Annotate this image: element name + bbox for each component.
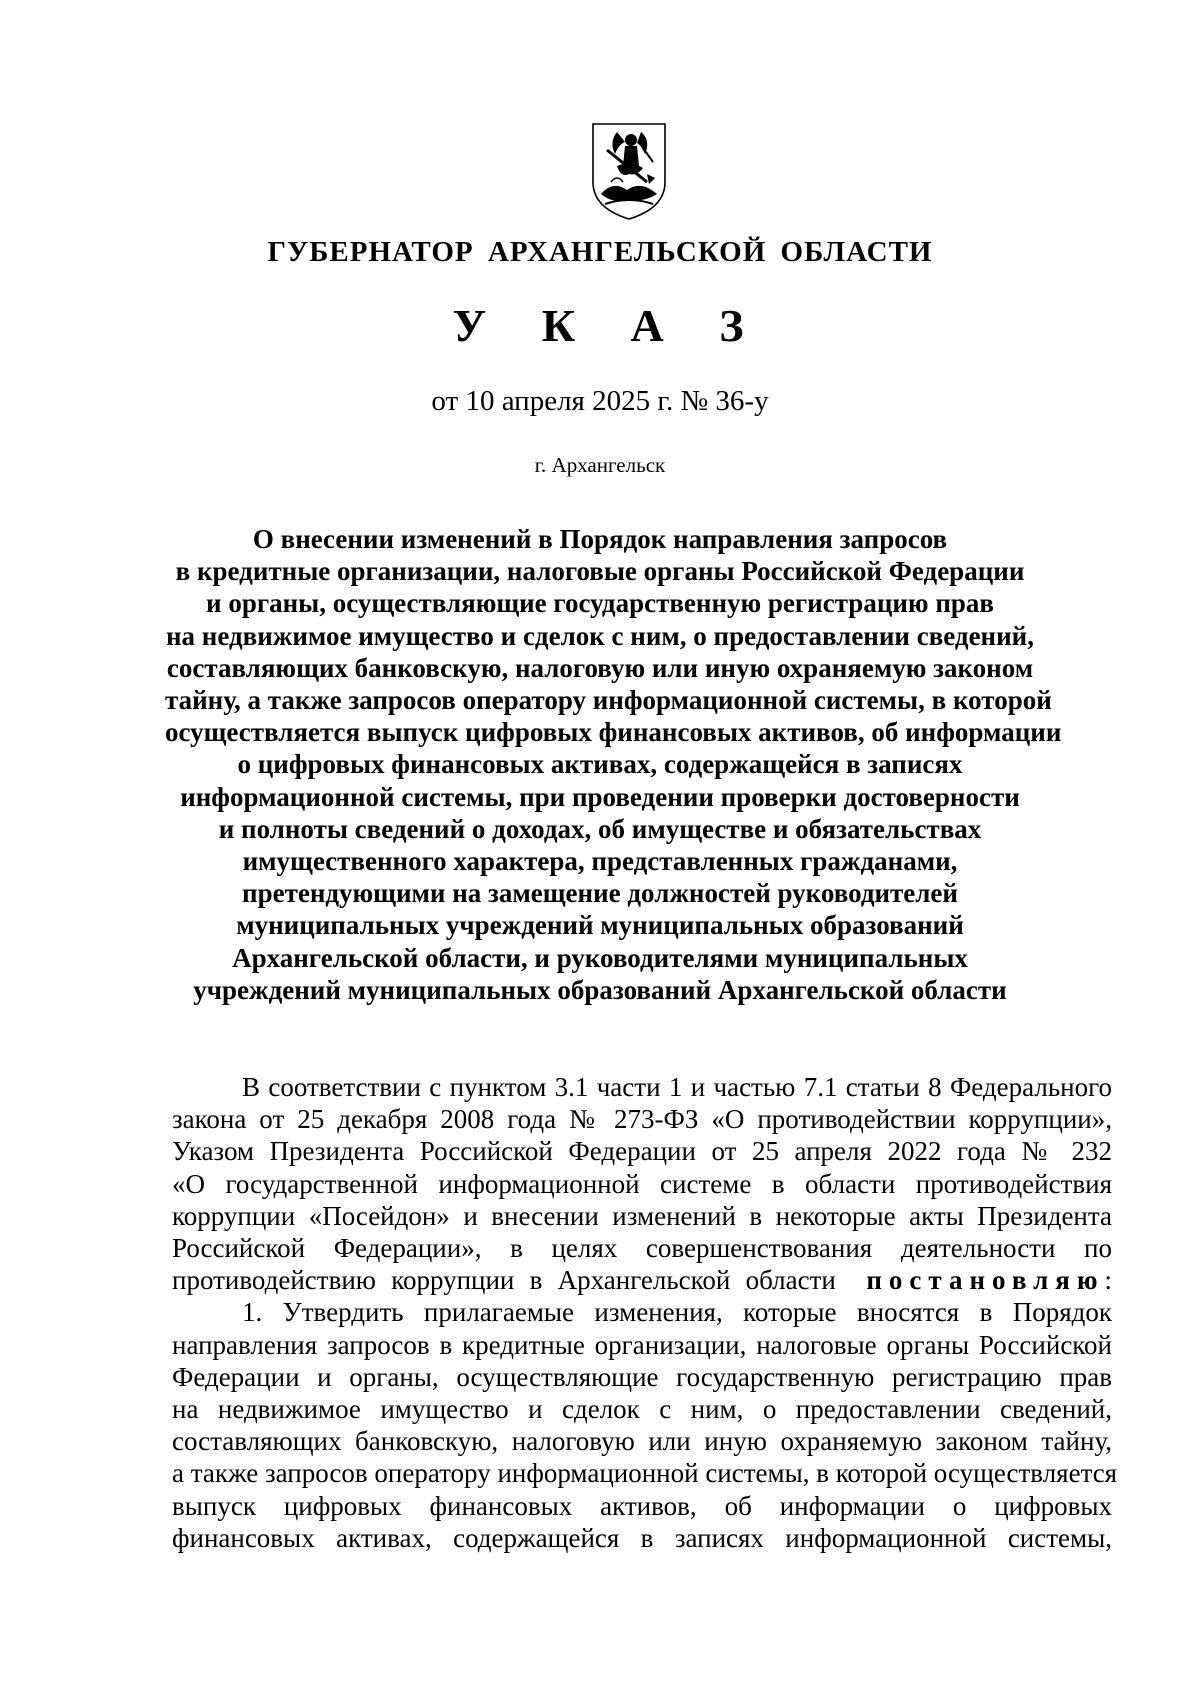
- subject-line: муниципальных учреждений муниципальных образований: [236, 910, 964, 941]
- subject-line: и полноты сведений о доходах, об имуществе и обязательствах: [218, 813, 982, 844]
- subject-line: имущественного характера, представленных гражданами,: [242, 846, 958, 877]
- subject-line: Архангельской области, и руководителями муниципальных: [232, 942, 968, 973]
- item-line: выпуск цифровых финансовых активов, об информации о цифровых: [172, 1490, 1112, 1521]
- resolve-line-text: противодействию коррупции в Архангельской области: [172, 1265, 836, 1296]
- item-line: направления запросов в кредитные организации, налоговые органы Российской: [172, 1329, 1112, 1360]
- subject-line: в кредитные организации, налоговые органы Российской Федерации: [175, 556, 1025, 587]
- issuing-authority: ГУБЕРНАТОР АРХАНГЕЛЬСКОЙ ОБЛАСТИ: [267, 236, 933, 268]
- body-line: «О государственной информационной системе в области противодействия: [172, 1168, 1112, 1199]
- decree-title: У К А З: [452, 300, 766, 351]
- subject-line: осуществляется выпуск цифровых финансовых активов, об информации: [165, 717, 1062, 748]
- body-line: коррупции «Посейдон» и внесении изменений в некоторые акты Президента: [172, 1200, 1112, 1231]
- body-line: В соответствии с пунктом 3.1 части 1 и частью 7.1 статьи 8 Федерального: [242, 1072, 1112, 1102]
- decree-body: [172, 1071, 1118, 1554]
- item-line: Федерации и органы, осуществляющие государственную регистрацию прав: [172, 1361, 1112, 1392]
- body-line: Российской Федерации», в целях совершенствования деятельности по: [172, 1233, 1112, 1264]
- item-line: 1. Утвердить прилагаемые изменения, которые вносятся в Порядок: [242, 1297, 1112, 1328]
- item-line: на недвижимое имущество и сделок с ним, о предоставлении сведений,: [172, 1394, 1112, 1425]
- body-line: закона от 25 декабря 2008 года № 273-ФЗ «О противодействии коррупции»,: [172, 1104, 1112, 1135]
- decree-subject: [165, 523, 1062, 1006]
- subject-line: информационной системы, при проведении проверки достоверности: [180, 781, 1020, 812]
- subject-line: О внесении изменений в Порядок направления запросов: [252, 524, 948, 554]
- item-line: а также запросов оператору информационной системы, в которой осуществляется: [172, 1458, 1118, 1489]
- subject-line: учреждений муниципальных образований Архангельской области: [193, 974, 1007, 1005]
- subject-line: и органы, осуществляющие государственную регистрацию прав: [206, 588, 994, 619]
- item-line: финансовых активах, содержащейся в записях информационной системы,: [172, 1522, 1112, 1553]
- item-line: составляющих банковскую, налоговую или иную охраняемую законом тайну,: [172, 1426, 1112, 1457]
- resolve-keyword: постановляю: [866, 1265, 1105, 1296]
- resolve-line: [172, 1264, 1112, 1296]
- resolve-suffix: :: [1104, 1265, 1112, 1296]
- decree-date-number: от 10 апреля 2025 г. № 36-у: [431, 385, 769, 417]
- coat-of-arms-icon: [587, 120, 671, 222]
- body-line: Указом Президента Российской Федерации от 25 апреля 2022 года № 232: [172, 1136, 1112, 1167]
- subject-line: тайну, а также запросов оператору информационной системы, в которой: [165, 685, 1052, 716]
- subject-line: претендующими на замещение должностей руководителей: [242, 878, 958, 909]
- subject-line: о цифровых финансовых активах, содержащейся в записях: [237, 749, 963, 780]
- subject-line: составляющих банковскую, налоговую или иную охраняемую законом: [166, 652, 1034, 683]
- subject-line: на недвижимое имущество и сделок с ним, о предоставлении сведений,: [166, 620, 1034, 651]
- decree-city: г. Архангельск: [534, 453, 666, 477]
